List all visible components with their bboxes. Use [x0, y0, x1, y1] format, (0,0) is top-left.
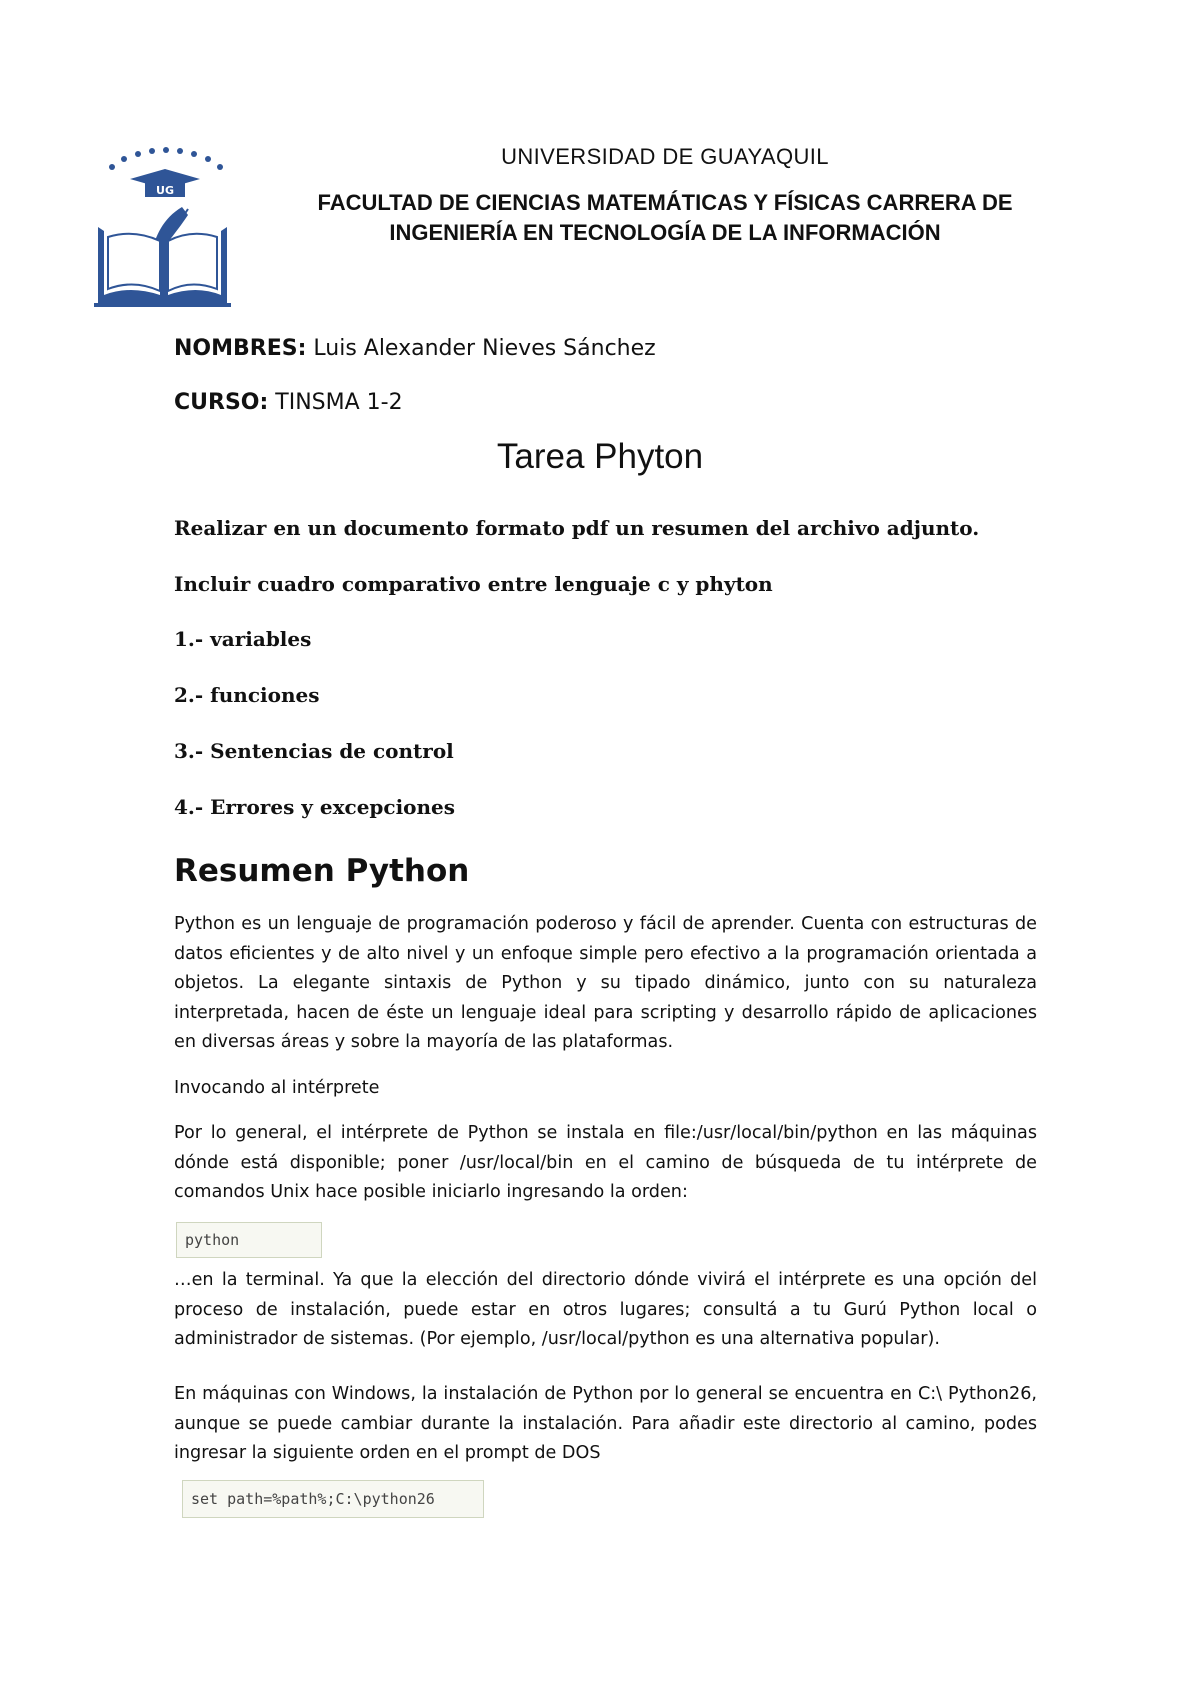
summary-paragraph: En máquinas con Windows, la instalación de Python por lo general se encuentra en C:\ Python26, aunque se puede cambiar durante la instalación. Para añadir este directorio al camino, podes ingresar la siguiente orden en el prompt de DOS [174, 1384, 1037, 1463]
summary-paragraph: …en la terminal. Ya que la elección del directorio dónde vivirá el intérprete es una opción del proceso de instalación, puede estar en otros lugares; consultá a tu Gurú Python local o administrador de sistemas. (Por ejemplo, /usr/local/python es una alternativa popular). [174, 1270, 1037, 1349]
course-label: CURSO: [174, 390, 269, 415]
code-block: python [176, 1222, 322, 1258]
instruction-item: 1.- variables [174, 627, 312, 651]
faculty-name [250, 188, 1080, 248]
instruction-line: Incluir cuadro comparativo entre lenguaje c y phyton [174, 572, 773, 596]
faculty-line-1: FACULTAD DE CIENCIAS MATEMÁTICAS Y FÍSICAS CARRERA DE [317, 190, 1013, 215]
summary-paragraph: Por lo general, el intérprete de Python se instala en file:/usr/local/bin/python en las máquinas dónde está disponible; poner /usr/local/bin en el camino de búsqueda de tu intérprete de comandos Unix hace posible iniciarlo ingresando la orden: [174, 1123, 1037, 1202]
instruction-item: 3.- Sentencias de control [174, 739, 454, 763]
university-logo-icon [90, 145, 235, 313]
subheading-invoking: Invocando al intérprete [174, 1078, 380, 1098]
document-header [250, 138, 1080, 248]
instruction-line: Realizar en un documento formato pdf un resumen del archivo adjunto. [174, 516, 980, 540]
names-value: Luis Alexander Nieves Sánchez [313, 336, 656, 361]
university-name: UNIVERSIDAD DE GUAYAQUIL [501, 144, 829, 169]
instruction-item: 4.- Errores y excepciones [174, 795, 456, 819]
section-heading: Resumen Python [174, 853, 470, 889]
svg-text:UG: UG [156, 184, 174, 197]
faculty-line-2: INGENIERÍA EN TECNOLOGÍA DE LA INFORMACIÓN [389, 220, 941, 245]
instruction-item: 2.- funciones [174, 683, 320, 707]
names-field [174, 336, 656, 361]
course-field [174, 390, 403, 415]
names-label: NOMBRES: [174, 336, 307, 361]
summary-paragraph: Python es un lenguaje de programación poderoso y fácil de aprender. Cuenta con estructuras de datos eficientes y de alto nivel y un enfoque simple pero efectivo a la programación orientada a objetos. La elegante sintaxis de Python y su tipado dinámico, junto con su naturaleza interpretada, hacen de éste un lenguaje ideal para scripting y desarrollo rápido de aplicaciones en diversas áreas y sobre la mayoría de las plataformas. [174, 914, 1037, 1052]
code-block: set path=%path%;C:\python26 [182, 1480, 484, 1518]
course-value: TINSMA 1-2 [275, 390, 403, 415]
page-title: Tarea Phyton [496, 437, 704, 476]
